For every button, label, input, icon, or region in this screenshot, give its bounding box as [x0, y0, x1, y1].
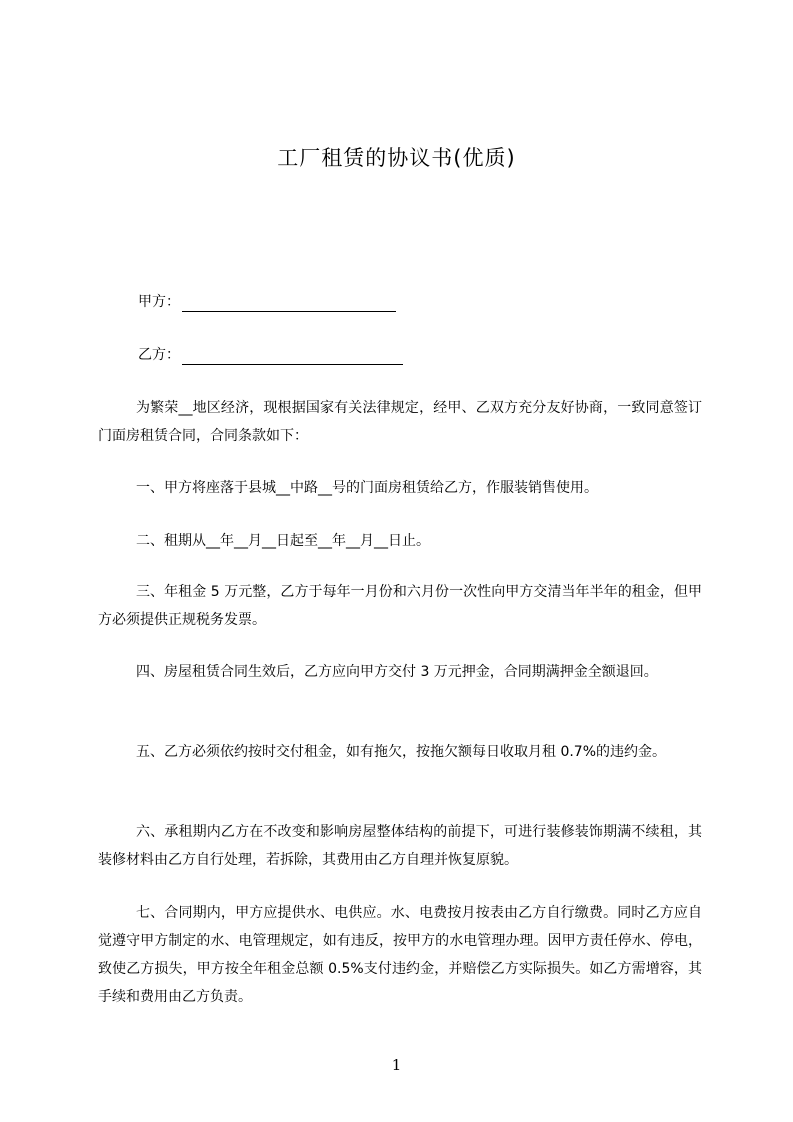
clause-4-paragraph: 四、房屋租赁合同生效后，乙方应向甲方交付 3 万元押金，合同期满押金全额退回。 — [136, 664, 658, 680]
page-number: 1 — [391, 1056, 402, 1074]
party-a-blank-line — [182, 297, 396, 312]
clause-6-paragraph: 六、承租期内乙方在不改变和影响房屋整体结构的前提下，可进行装修装饰期满不续租，其装修材料由乙方自行处理，若拆除，其费用由乙方自理并恢复原貌。 — [98, 824, 702, 868]
party-a-row — [138, 292, 396, 312]
document-title: 工厂租赁的协议书(优质) — [277, 146, 516, 170]
clause-7-paragraph: 七、合同期内，甲方应提供水、电供应。水、电费按月按表由乙方自行缴费。同时乙方应自觉遵守甲方制定的水、电管理规定，如有违反，按甲方的水电管理办理。因甲方责任停水、停电，致使乙方损失，甲方按全年租金总额 0.5%支付违约金，并赔偿乙方实际损失。如乙方需增容，其手续和费用由乙方负责。 — [98, 905, 702, 1005]
party-b-row — [138, 345, 403, 365]
clause-1-paragraph: 一、甲方将座落于县城__中路__号的门面房租赁给乙方，作服装销售使用。 — [136, 480, 598, 496]
party-b-label: 乙方： — [138, 347, 180, 363]
intro-paragraph: 为繁荣__地区经济，现根据国家有关法律规定，经甲、乙双方充分友好协商，一致同意签订门面房租赁合同，合同条款如下： — [98, 400, 702, 444]
party-b-blank-line — [182, 350, 403, 365]
party-a-label: 甲方： — [138, 294, 180, 310]
clause-2-paragraph: 二、租期从__年__月__日起至__年__月__日止。 — [136, 533, 430, 549]
clause-5-paragraph: 五、乙方必须依约按时交付租金，如有拖欠，按拖欠额每日收取月租 0.7%的违约金。 — [136, 744, 667, 760]
clause-3-paragraph: 三、年租金 5 万元整，乙方于每年一月份和六月份一次性向甲方交清当年半年的租金，但甲方必须提供正规税务发票。 — [98, 584, 702, 628]
